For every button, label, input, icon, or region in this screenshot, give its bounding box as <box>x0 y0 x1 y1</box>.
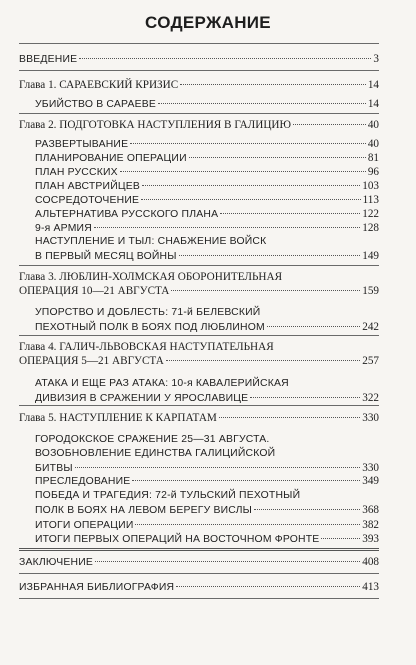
page-number: 40 <box>367 138 379 150</box>
page-number: 257 <box>362 355 379 367</box>
toc-entry-text: УПОРСТВО И ДОБЛЕСТЬ: 71-й БЕЛЕВСКИЙ <box>35 307 261 318</box>
page-number: 149 <box>362 250 379 262</box>
toc-entry-row <box>35 391 379 406</box>
toc-entry <box>19 52 379 66</box>
page-number: 322 <box>362 392 379 404</box>
toc-entry <box>19 193 379 207</box>
toc-entry-text: ПОЛК В БОЯХ НА ЛЕВОМ БЕРЕГУ ВИСЛЫ <box>35 505 253 516</box>
dot-leader <box>141 199 360 200</box>
toc-entry <box>19 97 379 111</box>
page-number: 408 <box>362 556 379 568</box>
toc-entry-row <box>35 137 379 152</box>
dot-leader <box>250 397 360 398</box>
table-of-contents <box>19 0 379 665</box>
toc-entry <box>19 78 379 92</box>
dot-leader <box>293 124 366 125</box>
toc-entry <box>19 532 379 546</box>
toc-entry <box>19 306 379 334</box>
page-number: 3 <box>373 53 379 65</box>
toc-entry-row <box>35 518 379 533</box>
toc-entry-text: ВОЗОБНОВЛЕНИЕ ЕДИНСТВА ГАЛИЦИЙСКОЙ <box>35 448 276 459</box>
toc-entry-row <box>19 284 379 298</box>
page-number: 14 <box>367 79 379 91</box>
toc-entry-text: ПЕХОТНЫЙ ПОЛК В БОЯХ ПОД ЛЮБЛИНОМ <box>35 322 265 333</box>
toc-entry-text: ОПЕРАЦИЯ 5—21 АВГУСТА <box>19 355 164 367</box>
toc-entry-row <box>35 207 379 222</box>
toc-entry-text: Глава 1. САРАЕВСКИЙ КРИЗИС <box>19 79 179 91</box>
toc-entry-row <box>19 411 379 425</box>
toc-entry-text: ГОРОДОКСКОЕ СРАЖЕНИЕ 25—31 АВГУСТА. <box>35 434 270 445</box>
toc-entry-text: УБИЙСТВО В САРАЕВЕ <box>35 99 156 110</box>
dot-leader <box>321 538 360 539</box>
dot-leader <box>189 157 366 158</box>
dot-leader <box>166 360 360 361</box>
dot-leader <box>267 326 360 327</box>
toc-entry <box>19 340 379 368</box>
toc-entry-text: ПЛАНИРОВАНИЕ ОПЕРАЦИИ <box>35 153 187 164</box>
toc-entry-text: ПЛАН РУССКИХ <box>35 167 118 178</box>
toc-entry-text: РАЗВЕРТЫВАНИЕ <box>35 139 129 150</box>
page-number: 96 <box>367 166 379 178</box>
dot-leader <box>135 524 360 525</box>
page-title: СОДЕРЖАНИЕ <box>145 13 271 32</box>
dot-leader <box>120 171 366 172</box>
toc-entry-row <box>35 320 379 335</box>
dot-leader <box>171 290 360 291</box>
toc-entry-row <box>19 118 379 132</box>
toc-entry-text: ЗАКЛЮЧЕНИЕ <box>19 557 93 568</box>
toc-entry-text: ОПЕРАЦИЯ 10—21 АВГУСТА <box>19 285 170 297</box>
toc-entry-row <box>19 52 379 67</box>
toc-entry-text: АТАКА И ЕЩЕ РАЗ АТАКА: 10-я КАВАЛЕРИЙСКАЯ <box>35 378 289 389</box>
toc-entry-row <box>35 151 379 166</box>
page-number: 382 <box>362 519 379 531</box>
toc-entry-text: Глава 2. ПОДГОТОВКА НАСТУПЛЕНИЯ В ГАЛИЦИЮ <box>19 119 291 131</box>
toc-entry-text: Глава 5. НАСТУПЛЕНИЕ К КАРПАТАМ <box>19 412 217 424</box>
dot-leader <box>130 143 366 144</box>
page-number: 122 <box>362 208 379 220</box>
toc-entry <box>19 580 379 594</box>
toc-entry <box>19 151 379 165</box>
toc-entry-text: ВВЕДЕНИЕ <box>19 54 78 65</box>
toc-entry-text: СОСРЕДОТОЧЕНИЕ <box>35 195 140 206</box>
dot-leader <box>180 84 366 85</box>
dot-leader <box>142 185 360 186</box>
page-number: 128 <box>362 222 379 234</box>
toc-entry-row <box>19 78 379 92</box>
toc-entry-row <box>35 221 379 236</box>
toc-entry <box>19 118 379 132</box>
dot-leader <box>254 509 360 510</box>
toc-entry <box>19 411 379 425</box>
toc-entry-row <box>19 580 379 595</box>
toc-entry-text: ИТОГИ ОПЕРАЦИИ <box>35 520 134 531</box>
page-number: 349 <box>362 475 379 487</box>
toc-entry-text: АЛЬТЕРНАТИВА РУССКОГО ПЛАНА <box>35 209 219 220</box>
toc-entry-row <box>35 249 379 264</box>
dot-leader <box>132 480 360 481</box>
toc-entry <box>19 433 379 475</box>
toc-entry <box>19 137 379 151</box>
toc-entry <box>19 179 379 193</box>
toc-entry <box>19 235 379 263</box>
toc-entry-text: ПЛАН АВСТРИЙЦЕВ <box>35 181 141 192</box>
dot-leader <box>79 58 371 59</box>
dot-leader <box>179 255 361 256</box>
page-number: 242 <box>362 321 379 333</box>
page-number: 14 <box>367 98 379 110</box>
toc-entry-text: ПОБЕДА И ТРАГЕДИЯ: 72-й ТУЛЬСКИЙ ПЕХОТНЫЙ <box>35 490 301 501</box>
toc-entry-text: ИТОГИ ПЕРВЫХ ОПЕРАЦИЙ НА ВОСТОЧНОМ ФРОНТЕ <box>35 534 320 545</box>
page-number: 159 <box>362 285 379 297</box>
page-number: 81 <box>367 152 379 164</box>
toc-entry <box>19 221 379 235</box>
toc-entry-text: ДИВИЗИЯ В СРАЖЕНИИ У ЯРОСЛАВИЦЕ <box>35 393 249 404</box>
toc-entry-text: 9-я АРМИЯ <box>35 223 92 234</box>
toc-entry-text: Глава 4. ГАЛИЧ-ЛЬВОВСКАЯ НАСТУПАТЕЛЬНАЯ <box>19 341 274 353</box>
page-number: 113 <box>362 194 379 206</box>
toc-entry-row <box>35 179 379 194</box>
toc-entry <box>19 474 379 488</box>
toc-entry-text: Глава 3. ЛЮБЛИН-ХОЛМСКАЯ ОБОРОНИТЕЛЬНАЯ <box>19 271 283 283</box>
toc-entry-row <box>35 193 379 208</box>
toc-entry <box>19 377 379 405</box>
toc-entry-row <box>35 97 379 112</box>
dot-leader <box>158 103 366 104</box>
page-number: 103 <box>362 180 379 192</box>
toc-entry-row <box>35 503 379 518</box>
toc-entry-row <box>35 532 379 547</box>
toc-entry-text: ПРЕСЛЕДОВАНИЕ <box>35 476 131 487</box>
toc-entry-text: НАСТУПЛЕНИЕ И ТЫЛ: СНАБЖЕНИЕ ВОЙСК <box>35 236 267 247</box>
page-number: 330 <box>362 462 379 474</box>
toc-entry-text: В ПЕРВЫЙ МЕСЯЦ ВОЙНЫ <box>35 251 177 262</box>
toc-entry <box>19 270 379 298</box>
toc-entry <box>19 165 379 179</box>
dot-leader <box>95 561 360 562</box>
toc-entry <box>19 555 379 569</box>
toc-entry <box>19 489 379 517</box>
toc-entry-row <box>19 354 379 368</box>
toc-entry-row <box>35 165 379 180</box>
page-number: 368 <box>362 504 379 516</box>
dot-leader <box>75 467 360 468</box>
page-number: 393 <box>362 533 379 545</box>
toc-entry-row <box>19 555 379 570</box>
page-number: 413 <box>362 581 379 593</box>
toc-entry-text: БИТВЫ <box>35 463 73 474</box>
toc-entry-text: ИЗБРАННАЯ БИБЛИОГРАФИЯ <box>19 582 175 593</box>
page-number: 330 <box>362 412 379 424</box>
dot-leader <box>219 417 360 418</box>
dot-leader <box>176 586 360 587</box>
toc-entry <box>19 207 379 221</box>
dot-leader <box>94 227 360 228</box>
toc-entry <box>19 518 379 532</box>
toc-entry-row <box>35 474 379 489</box>
dot-leader <box>220 213 360 214</box>
page-number: 40 <box>367 119 379 131</box>
